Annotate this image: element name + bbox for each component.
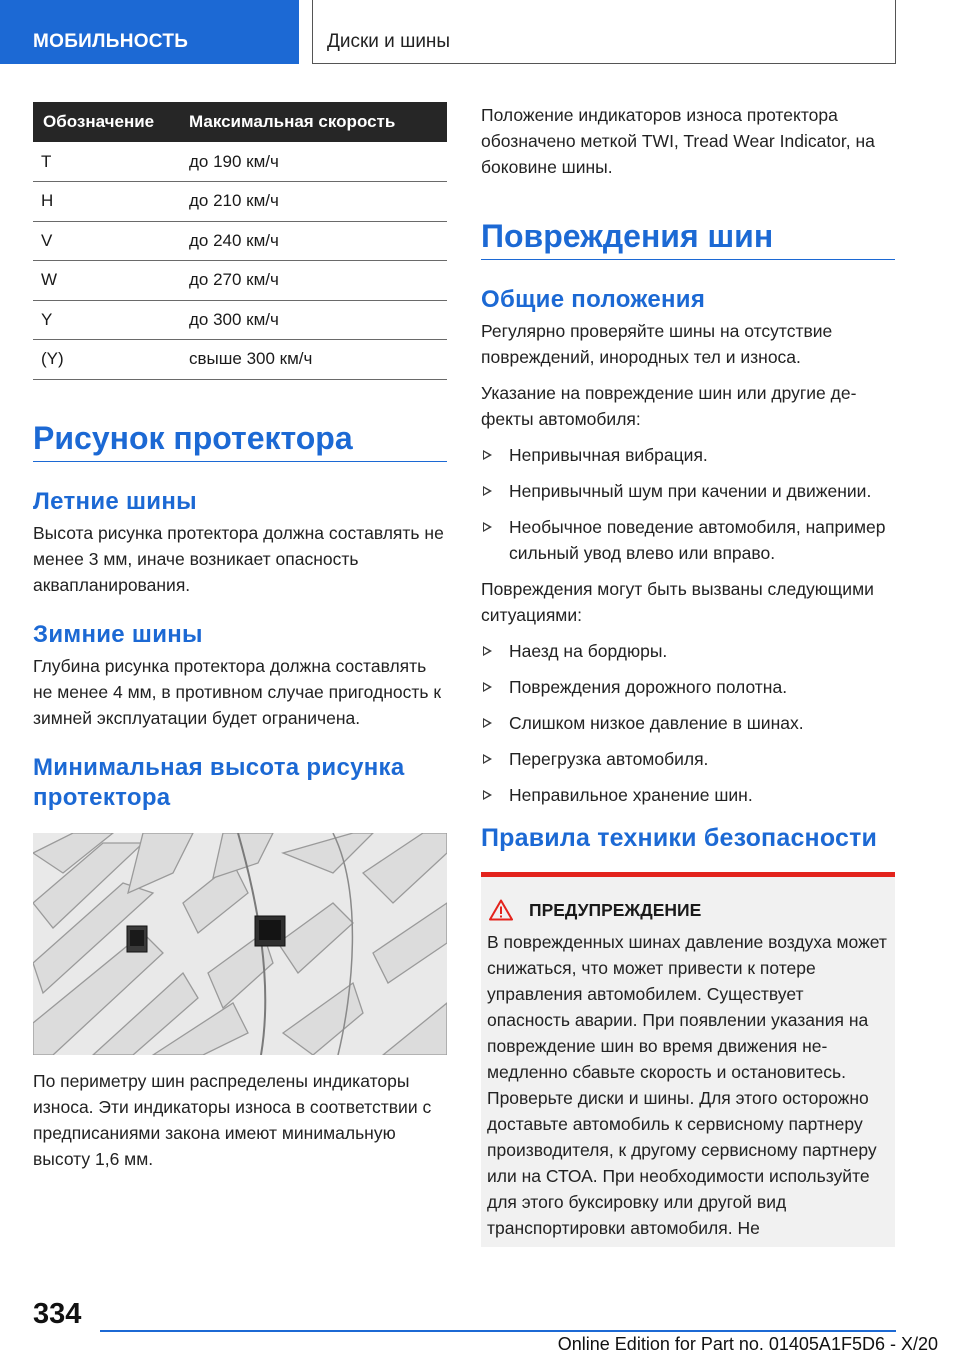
winter-tires-text: Глубина рисунка протектора должна составлять не менее 4 мм, в противном случае пригодность к зимней эксплуатации будет ограничена. [33, 655, 441, 728]
table-row [33, 300, 447, 340]
damage-causes-intro: Повреждения могут быть вызваны следующими ситуациями: [481, 579, 874, 625]
footer-divider [100, 1330, 896, 1332]
table-cell-code: V [33, 221, 183, 261]
table-cell-code: Y [33, 300, 183, 340]
general-heading: Общие положения [481, 286, 706, 313]
triangle-bullet-icon [483, 682, 492, 692]
chapter-title: Диски и шины [312, 0, 896, 64]
min-tread-heading: Минимальная высота рисунка протектора [33, 753, 405, 811]
triangle-bullet-icon [483, 450, 492, 460]
triangle-bullet-icon [483, 718, 492, 728]
damage-signs-list [481, 442, 895, 566]
tread-section-title: Рисунок протектора [33, 418, 447, 462]
table-cell-speed: до 270 км/ч [183, 261, 447, 301]
triangle-bullet-icon [483, 646, 492, 656]
summer-tires-heading: Летние шины [33, 487, 197, 515]
right-column [481, 102, 895, 1247]
min-tread-text: По периметру шин распределены индикаторы износа. Эти индикаторы износа в соответствии с предписаниями закона имеют минимальную высоту 1,6 мм. [33, 1070, 432, 1169]
triangle-bullet-icon [483, 522, 492, 532]
table-row [33, 221, 447, 261]
damage-causes-list [481, 638, 895, 808]
table-row [33, 340, 447, 380]
general-text: Регулярно проверяйте шины на отсутствие повреждений, инородных тел и износа. [481, 321, 833, 367]
page-number: 334 [33, 1298, 82, 1330]
list-item: Повреждения дорожного полотна. [481, 674, 895, 700]
table-row [33, 261, 447, 301]
table-cell-speed: до 210 км/ч [183, 182, 447, 222]
summer-tires-text: Высота рисунка протектора должна составлять не менее 3 мм, иначе возникает опасность аквапланирования. [33, 522, 444, 595]
table-cell-speed: до 240 км/ч [183, 221, 447, 261]
list-item: Непривычный шум при качении и движении. [481, 478, 895, 504]
section-tab[interactable]: МОБИЛЬНОСТЬ [0, 0, 299, 64]
left-column [33, 102, 447, 1172]
speed-rating-table [33, 102, 447, 380]
table-row [33, 142, 447, 182]
table-cell-speed: до 300 км/ч [183, 300, 447, 340]
warning-box [481, 877, 895, 1247]
warning-triangle-icon [489, 899, 513, 921]
table-cell-speed: свыше 300 км/ч [183, 340, 447, 380]
winter-tires-heading: Зимние шины [33, 620, 203, 648]
table-header-row [33, 102, 447, 142]
triangle-bullet-icon [483, 790, 492, 800]
table-cell-speed: до 190 км/ч [183, 142, 447, 182]
table-header-max-speed: Максимальная скорость [183, 102, 447, 142]
tire-damage-title: Повреждения шин [481, 216, 895, 260]
table-row [33, 182, 447, 222]
list-item: Неправильное хранение шин. [481, 782, 895, 808]
footer-edition: Online Edition for Part no. 01405A1F5D6 - X/20 [557, 1334, 938, 1354]
list-item: Слишком низкое давление в шинах. [481, 710, 895, 736]
list-item: Непривычная вибрация. [481, 442, 895, 468]
triangle-bullet-icon [483, 486, 492, 496]
warning-label: ПРЕДУПРЕЖДЕНИЕ [529, 899, 702, 920]
warning-title [487, 899, 887, 921]
list-item: Необычное поведение автомобиля, например сильный увод влево или вправо. [481, 514, 895, 566]
table-cell-code: W [33, 261, 183, 301]
table-header-designation: Обозначение [33, 102, 183, 142]
safety-rules-heading: Правила техники безопасности [481, 824, 878, 852]
twi-text: Положение индикаторов износа протектора обозначено меткой TWI, Tread Wear Indicator, на боковине шины. [481, 105, 875, 177]
list-item: Перегрузка автомобиля. [481, 746, 895, 772]
table-cell-code: H [33, 182, 183, 222]
triangle-bullet-icon [483, 754, 492, 764]
damage-signs-intro: Указание на повреждение шин или другие дефекты автомобиля: [481, 383, 857, 429]
tire-wear-indicator-image [33, 833, 447, 1055]
table-cell-code: (Y) [33, 340, 183, 380]
list-item: Наезд на бордюры. [481, 638, 895, 664]
warning-text: В поврежденных шинах давление воздуха может снижаться, что может привести к потере управления автомобилем. Существует опасность аварии. При появлении указания на повреждение шин во время движения немедленно сбавьте скорость и остановитесь. Проверьте диски и шины. Для этого осторожно доставьте автомобиль к сервисному партнеру производителя, к другому сервисному партнеру или на СТОА. При необходимости используйте для этого буксировку или другой вид транспортировки автомобиля. Не [487, 932, 887, 1238]
table-cell-code: T [33, 142, 183, 182]
